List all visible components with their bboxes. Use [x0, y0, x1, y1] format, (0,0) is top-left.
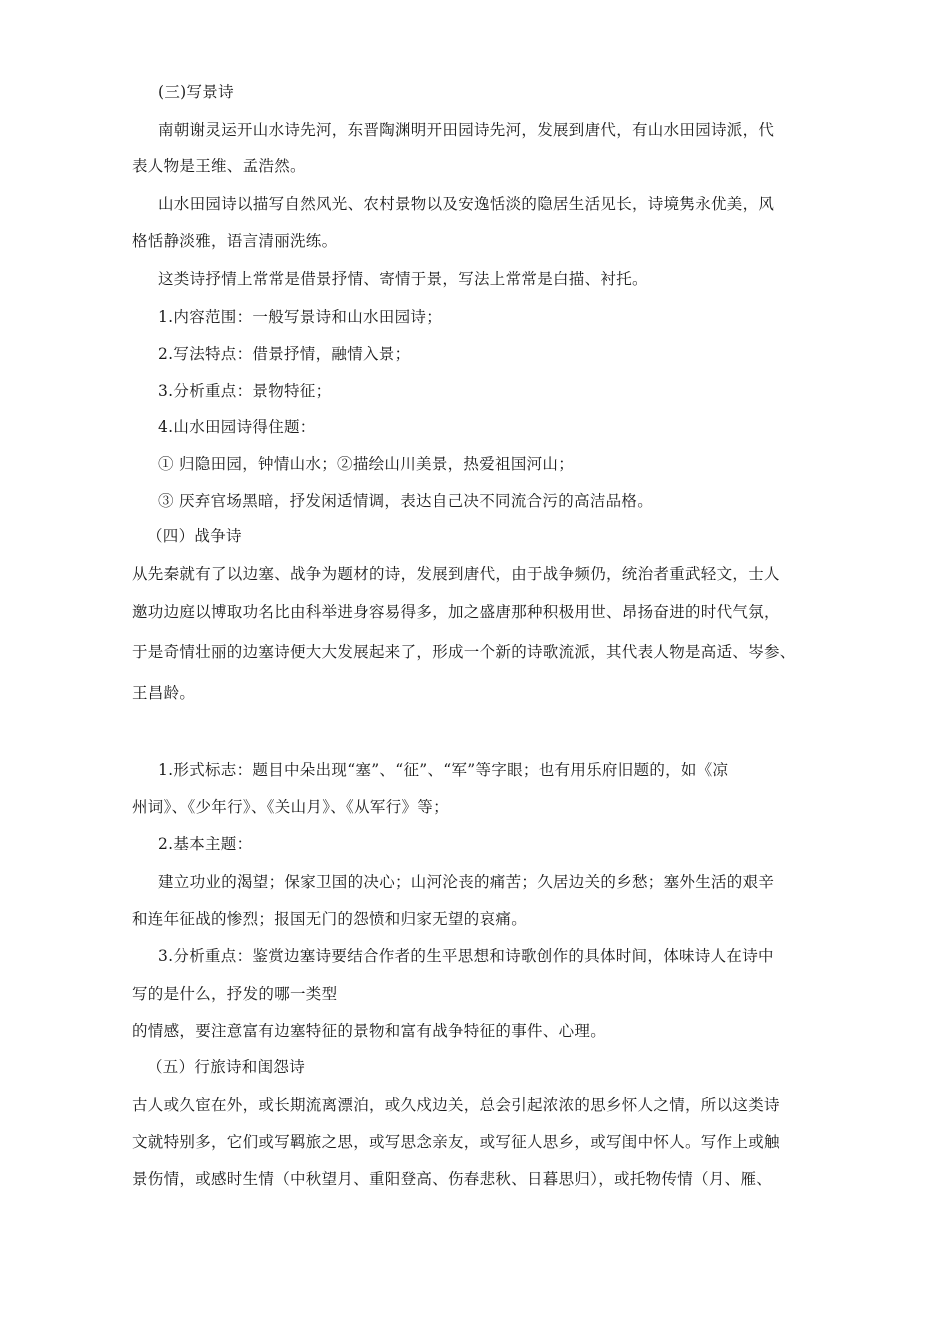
paragraph-line: 表人物是王维、孟浩然。: [132, 157, 306, 175]
list-item: 写的是什么，抒发的哪一类型: [132, 985, 338, 1003]
list-item: 州词》、《少年行》、《关山月》、《从军行》等；: [132, 798, 449, 816]
paragraph-line: 王昌龄。: [132, 684, 196, 702]
list-item: 2.写法特点：借景抒情，融情入景；: [158, 345, 411, 363]
paragraph-line: 南朝谢灵运开山水诗先河，东晋陶渊明开田园诗先河，发展到唐代，有山水田园诗派，代: [158, 121, 775, 139]
paragraph-line: 建立功业的渴望；保家卫国的决心；山河沦丧的痛苦；久居边关的乡愁；塞外生活的艰辛: [158, 873, 775, 891]
list-item: 的情感，要注意富有边塞特征的景物和富有战争特征的事件、心理。: [132, 1022, 607, 1040]
paragraph-line: 于是奇情壮丽的边塞诗便大大发展起来了，形成一个新的诗歌流派，其代表人物是高适、岑参、: [132, 643, 796, 661]
paragraph-line: 景伤情，或感时生情（中秋望月、重阳登高、伤春悲秋、日暮思归），或托物传情（月、雁、: [132, 1170, 773, 1188]
list-item: 1.形式标志：题目中朵出现“塞”、“征”、“军”等字眼；也有用乐府旧题的，如《凉: [158, 761, 729, 779]
paragraph-line: 邀功边庭以博取功名比由科举进身容易得多，加之盛唐那种积极用世、昂扬奋进的时代气氛，: [132, 603, 780, 621]
paragraph-line: 格恬静淡雅，语言清丽洗练。: [132, 232, 338, 250]
paragraph-line: 文就特别多，它们或写羁旅之思，或写思念亲友，或写征人思乡，或写闺中怀人。写作上或触: [132, 1133, 780, 1151]
paragraph-line: 山水田园诗以描写自然风光、农村景物以及安逸恬淡的隐居生活见长，诗境隽永优美，风: [158, 195, 775, 213]
list-item: 3.分析重点：景物特征；: [158, 382, 332, 400]
sub-list-item: ① 归隐田园，钟情山水；②描绘山川美景，热爱祖国河山；: [158, 455, 575, 473]
list-item: 1.内容范围：一般写景诗和山水田园诗；: [158, 308, 442, 326]
paragraph-line: 这类诗抒情上常常是借景抒情、寄情于景，写法上常常是白描、衬托。: [158, 270, 648, 288]
paragraph-line: 古人或久宦在外，或长期流离漂泊，或久戍边关，总会引起浓浓的思乡怀人之情，所以这类诗: [132, 1096, 780, 1114]
list-item: 2.基本主题：: [158, 835, 253, 853]
section-heading-3: (三)写景诗: [158, 83, 234, 101]
section-heading-4: （四）战争诗: [147, 527, 242, 545]
list-item: 3.分析重点：鉴赏边塞诗要结合作者的生平思想和诗歌创作的具体时间，体味诗人在诗中: [158, 947, 774, 965]
section-heading-5: （五）行旅诗和闺怨诗: [147, 1058, 306, 1076]
list-item: 4.山水田园诗得住题：: [158, 418, 316, 436]
paragraph-line: 和连年征战的惨烈；报国无门的怨愤和归家无望的哀痛。: [132, 910, 528, 928]
sub-list-item: ③ 厌弃官场黑暗，抒发闲适情调，表达自己决不同流合污的高洁品格。: [158, 492, 654, 510]
paragraph-line: 从先秦就有了以边塞、战争为题材的诗，发展到唐代，由于战争频仍，统治者重武轻文，士人: [132, 565, 780, 583]
